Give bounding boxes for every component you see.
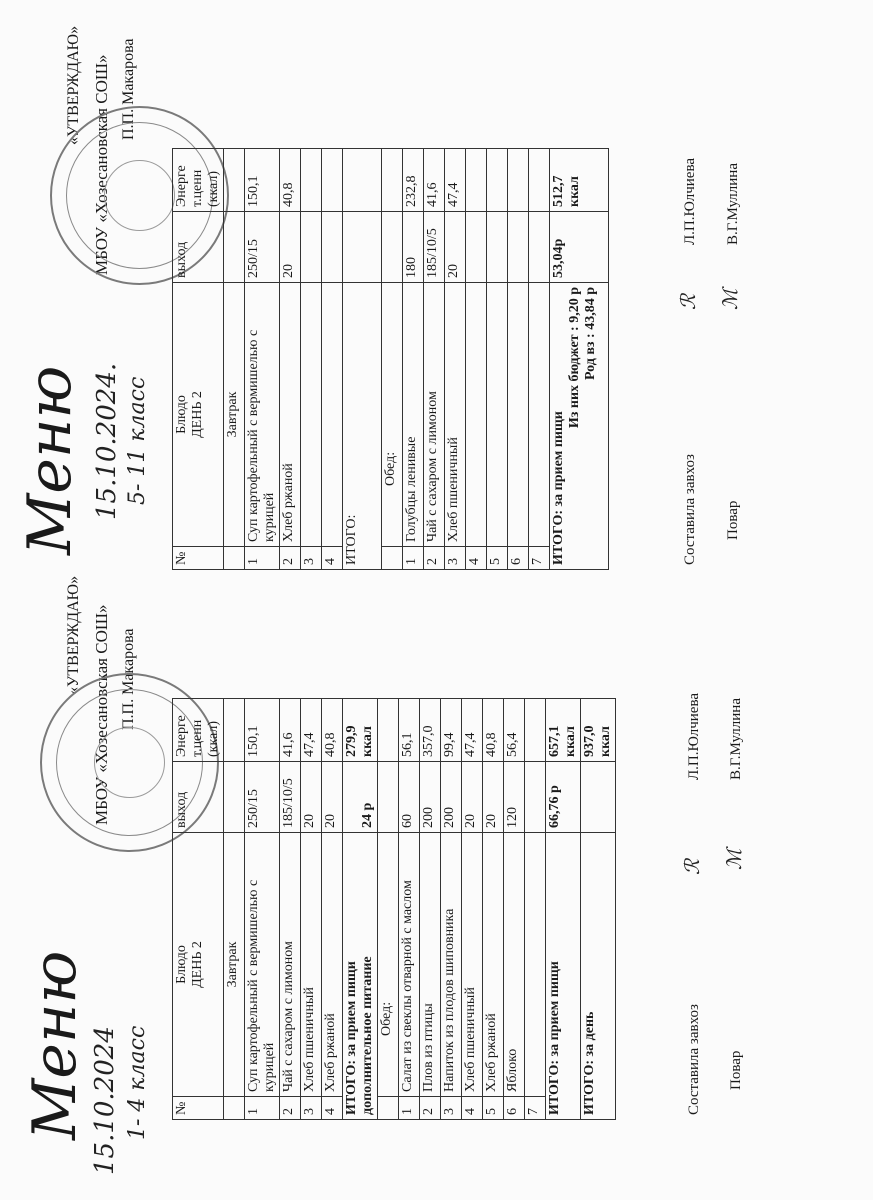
handwritten-date: 15.10.2024 [90, 1026, 120, 1175]
cook-name: В.Г.Муллина [725, 163, 741, 245]
cook-label: Повар [725, 500, 741, 540]
signature-mark: ℛ [676, 294, 700, 310]
col-dish: Блюдо ДЕНЬ 2 [173, 283, 224, 547]
compiled-by-name: Л.П.Юлчиева [682, 158, 698, 245]
compiled-by-name: Л.П.Юлчиева [686, 693, 702, 780]
table-row: 4 [322, 149, 343, 570]
section-lunch: Обед: [378, 833, 399, 1097]
table-row: 1 Голубцы ленивые 180 232,8 [403, 149, 424, 570]
lunch-total-label: ИТОГО: за прием пищи Из них бюджет : 9,20 р Род вз : 43,84 р [550, 283, 609, 570]
col-energy: Энерге т.ценн (ккал) [173, 149, 224, 212]
col-number: № [173, 1097, 224, 1120]
col-energy: Энерге т.ценн (ккал) [173, 699, 224, 762]
table-row: 4 [466, 149, 487, 570]
director-name: П.П. Макарова [120, 38, 137, 140]
table-row: 1 Суп картофельный с вермишелью с курицей 250/15 150,1 [245, 149, 280, 570]
table-row: 7 [525, 699, 546, 1120]
table-row: 2 Хлеб ржаной 20 40,8 [280, 149, 301, 570]
table-row: 2 Плов из птицы 200 357,0 [420, 699, 441, 1120]
col-dish: Блюдо ДЕНЬ 2 [173, 833, 224, 1097]
col-output: выход [173, 212, 224, 283]
breakfast-total-price: 24 р [343, 762, 378, 833]
handwritten-grade: 1- 4 класс [125, 1025, 150, 1140]
handwritten-grade: 5- 11 класс [125, 376, 150, 505]
section-lunch: Обед: [382, 283, 403, 547]
table-row: 3 [301, 149, 322, 570]
lunch-total-price: 66,76 р [546, 762, 581, 833]
day-total-energy: 937,0 ккал [581, 699, 616, 762]
budget-text: Из них бюджет : 9,20 р [567, 287, 582, 429]
menu-title: Меню [20, 950, 90, 1140]
col-output: выход [173, 762, 224, 833]
breakfast-total-label: ИТОГО: [343, 283, 382, 570]
day-total-label: ИТОГО: за день [581, 833, 616, 1120]
table-row: 1 Салат из свеклы отварной с маслом 60 56,1 [399, 699, 420, 1120]
menu-table [172, 148, 609, 570]
director-name: П.П. Макарова [120, 628, 137, 730]
menu-grades-1-4 [0, 575, 873, 1200]
table-row: 3 Хлеб пшеничный 20 47,4 [301, 699, 322, 1120]
signature-mark: ℛ [680, 859, 704, 875]
approve-label: «УТВЕРЖДАЮ» [65, 25, 82, 145]
cook-label: Повар [728, 1050, 744, 1090]
compiled-by-label: Составила завхоз [686, 1004, 702, 1115]
signature-mark: ℳ [722, 848, 746, 870]
compiled-by-label: Составила завхоз [682, 454, 698, 565]
table-row: 6 Яблоко 120 56,4 [504, 699, 525, 1120]
lunch-total-label: ИТОГО: за прием пищи [546, 833, 581, 1120]
table-row: 1 Суп картофельный с вермишелью с курицей 250/15 150,1 [245, 699, 280, 1120]
table-row: 2 Чай с сахаром с лимоном 185/10/5 41,6 [424, 149, 445, 570]
handwritten-date: 15.10.2024. [92, 362, 122, 520]
breakfast-total-label: ИТОГО: за прием пищи дополнительное питание [343, 833, 378, 1120]
section-breakfast: Завтрак [224, 283, 245, 547]
signature-mark: ℳ [718, 288, 742, 310]
menu-title: Меню [15, 365, 85, 555]
table-row: 4 Хлеб пшеничный 20 47,4 [462, 699, 483, 1120]
breakfast-total-energy: 279,9 ккал [343, 699, 378, 762]
table-row: 3 Напиток из плодов шиповника 200 99,4 [441, 699, 462, 1120]
table-row: 4 Хлеб ржаной 20 40,8 [322, 699, 343, 1120]
section-breakfast: Завтрак [224, 833, 245, 1097]
school-name: МБОУ «Хозесановская СОШ» [92, 54, 111, 275]
col-number: № [173, 547, 224, 570]
menu-table [172, 698, 616, 1120]
cook-name: В.Г.Муллина [728, 698, 744, 780]
school-name: МБОУ «Хозесановская СОШ» [92, 604, 111, 825]
table-row: 5 Хлеб ржаной 20 40,8 [483, 699, 504, 1120]
approve-label: «УТВЕРЖДАЮ» [65, 575, 82, 695]
table-row: 6 [508, 149, 529, 570]
lunch-total-energy: 657,1 ккал [546, 699, 581, 762]
table-row: 7 [529, 149, 550, 570]
lunch-total-price: 53,04р [550, 212, 609, 283]
table-row: 2 Чай с сахаром с лимоном 185/10/5 41,6 [280, 699, 301, 1120]
parent-text: Род вз : 43,84 р [583, 287, 598, 381]
table-row: 5 [487, 149, 508, 570]
table-row: 3 Хлеб пшеничный 20 47,4 [445, 149, 466, 570]
lunch-total-energy: 512,7 ккал [550, 149, 609, 212]
